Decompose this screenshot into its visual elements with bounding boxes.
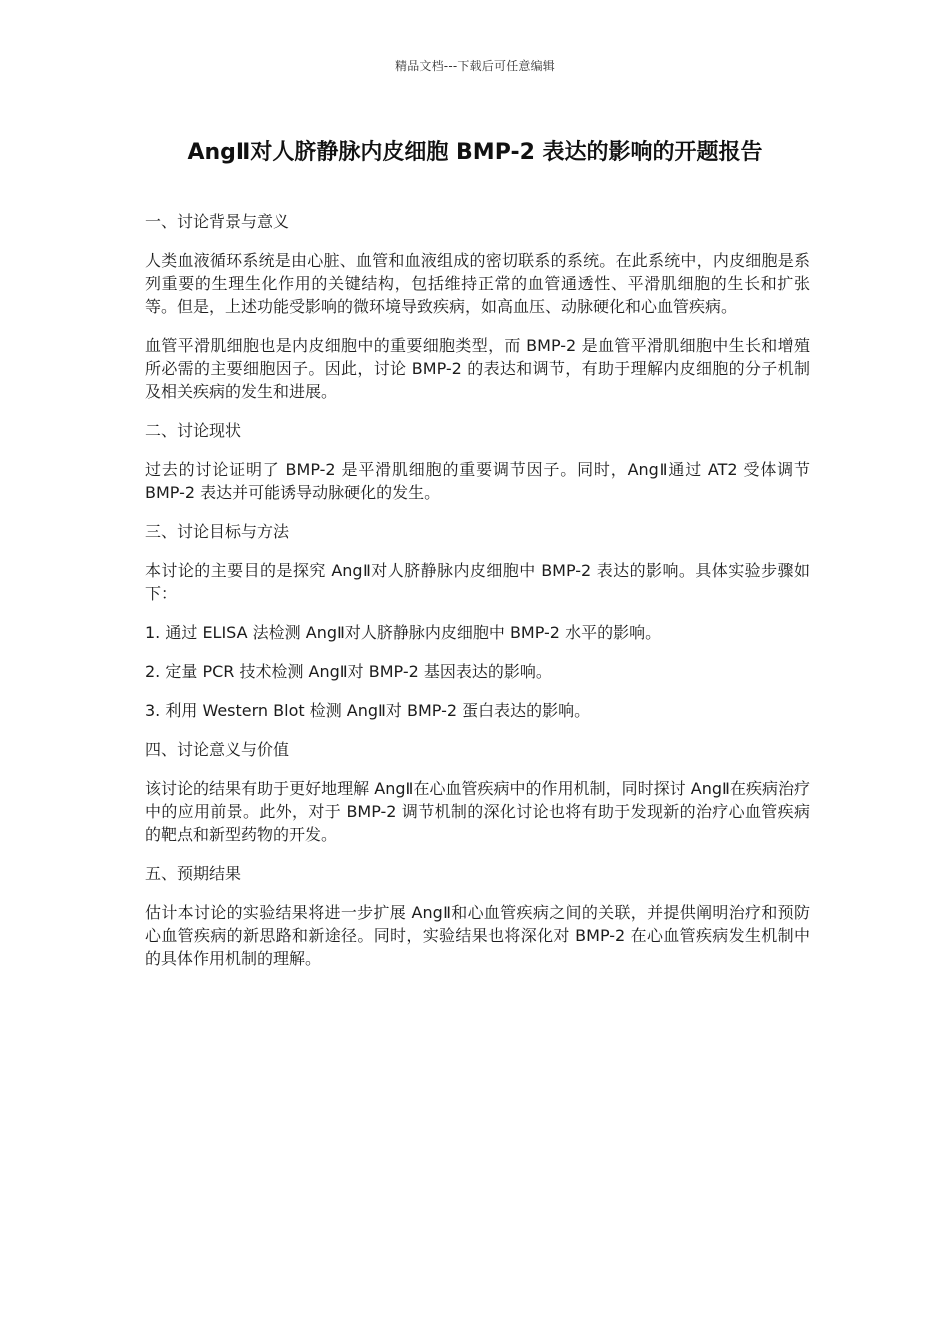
- document-body: [145, 210, 810, 986]
- paragraph-significance-1: 该讨论的结果有助于更好地理解 AngⅡ在心血管疾病中的作用机制，同时探讨 AngⅡ在疾病治疗中的应用前景。此外，对于 BMP-2 调节机制的深化讨论也将有助于发现新的治疗心血管疾病的靶点和新型药物的开发。: [145, 779, 810, 844]
- list-item-step-2: 2. 定量 PCR 技术检测 AngⅡ对 BMP-2 基因表达的影响。: [145, 662, 552, 681]
- paragraph-background-2: 血管平滑肌细胞也是内皮细胞中的重要细胞类型，而 BMP-2 是血管平滑肌细胞中生长和增殖所必需的主要细胞因子。因此，讨论 BMP-2 的表达和调节，有助于理解内皮细胞的分子机制及相关疾病的发生和进展。: [145, 336, 810, 401]
- section-heading-background: 一、讨论背景与意义: [145, 212, 290, 231]
- section-heading-significance: 四、讨论意义与价值: [145, 740, 290, 759]
- section-heading-methods: 三、讨论目标与方法: [145, 522, 290, 541]
- list-item-step-3: 3. 利用 Western Blot 检测 AngⅡ对 BMP-2 蛋白表达的影响。: [145, 701, 591, 720]
- paragraph-background-1: 人类血液循环系统是由心脏、血管和血液组成的密切联系的系统。在此系统中，内皮细胞是系列重要的生理生化作用的关键结构，包括维持正常的血管通透性、平滑肌细胞的生长和扩张等。但是，上述功能受影响的微环境导致疾病，如高血压、动脉硬化和心血管疾病。: [145, 251, 810, 316]
- list-item-step-1: 1. 通过 ELISA 法检测 AngⅡ对人脐静脉内皮细胞中 BMP-2 水平的影响。: [145, 623, 662, 642]
- paragraph-status-1: 过去的讨论证明了 BMP-2 是平滑肌细胞的重要调节因子。同时，AngⅡ通过 AT2 受体调节 BMP-2 表达并可能诱导动脉硬化的发生。: [145, 460, 810, 502]
- document-title: AngⅡ对人脐静脉内皮细胞 BMP-2 表达的影响的开题报告: [187, 140, 763, 165]
- paragraph-expected-results-1: 估计本讨论的实验结果将进一步扩展 AngⅡ和心血管疾病之间的关联，并提供阐明治疗和预防心血管疾病的新思路和新途径。同时，实验结果也将深化对 BMP-2 在心血管疾病发生机制中的具体作用机制的理解。: [145, 903, 810, 968]
- header-note: 精品文档---下载后可任意编辑: [395, 59, 555, 73]
- section-heading-expected-results: 五、预期结果: [145, 864, 242, 883]
- paragraph-methods-intro: 本讨论的主要目的是探究 AngⅡ对人脐静脉内皮细胞中 BMP-2 表达的影响。具体实验步骤如下：: [145, 561, 810, 603]
- section-heading-status: 二、讨论现状: [145, 421, 242, 440]
